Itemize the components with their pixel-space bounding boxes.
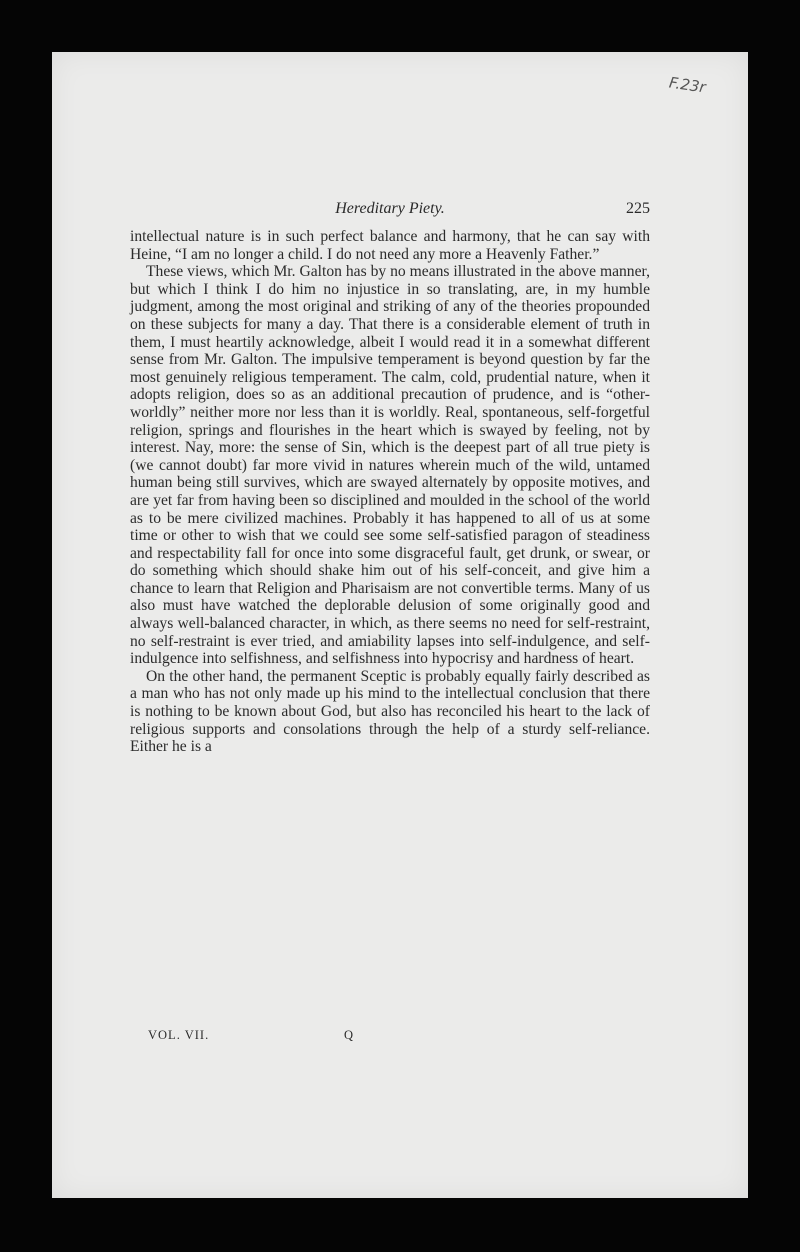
page-number: 225: [626, 200, 650, 217]
signature-mark: Q: [344, 1028, 355, 1042]
body-text: [130, 228, 650, 756]
page-footer: [148, 1028, 448, 1043]
paragraph: intellectual nature is in such perfect balance and harmony, that he can say with Heine, “I am no longer a child. I do not need any more a Heavenly Father.”: [130, 228, 650, 263]
paragraph: On the other hand, the permanent Sceptic is probably equally fairly described as a man who has not only made up his mind to the intellectual conclusion that there is nothing to be known about God, but also has reconciled his heart to the lack of religious supports and consolations through the help of a sturdy self-reliance. Either he is a: [130, 667, 650, 756]
paragraph: These views, which Mr. Galton has by no means illustrated in the above manner, but which I think I do him no injustice in so translating, are, in my humble judgment, among the most original and striking of any of the theories propounded on these subjects for many a day. That there is a considerable element of truth in them, I must heartily acknowledge, albeit I would read it in a somewhat different sense from Mr. Galton. The impulsive temperament is beyond question by far the most genuinely religious temperament. The calm, cold, prudential nature, when it adopts religion, does so as an additional precaution of prudence, and is “other-worldly” neither more nor less than it is worldly. Real, spontaneous, self-forgetful religion, springs and flourishes in the heart which is swayed by feeling, not by interest. Nay, more: the sense of Sin, which is the deepest part of all true piety is (we cannot doubt) far more vivid in natures wherein much of the wild, untamed human being still survives, which are swayed alternately by opposite motives, and are yet far from having been so disciplined and moulded in the school of the world as to be mere civilized machines. Probably it has happened to all of us at some time or other to wish that we could see some self-satisfied paragon of steadiness and respectability fall for once into some disgraceful fault, get drunk, or swear, or do something which should shake him out of his self-conceit, and give him a chance to learn that Religion and Pharisaism are not convertible terms. Many of us also must have watched the deplorable delusion of some originally good and always well-balanced character, in which, as there seems no need for self-restraint, no self-restraint is ever tried, and amiability lapses into self-indulgence, and self-indulgence into selfishness, and selfishness into hypocrisy and hardness of heart.: [130, 263, 650, 668]
folio-mark: F.23r: [668, 73, 708, 97]
running-head: [130, 200, 650, 224]
running-title: Hereditary Piety.: [335, 200, 445, 217]
book-page: [52, 52, 748, 1198]
volume-mark: VOL. VII.: [148, 1028, 210, 1042]
